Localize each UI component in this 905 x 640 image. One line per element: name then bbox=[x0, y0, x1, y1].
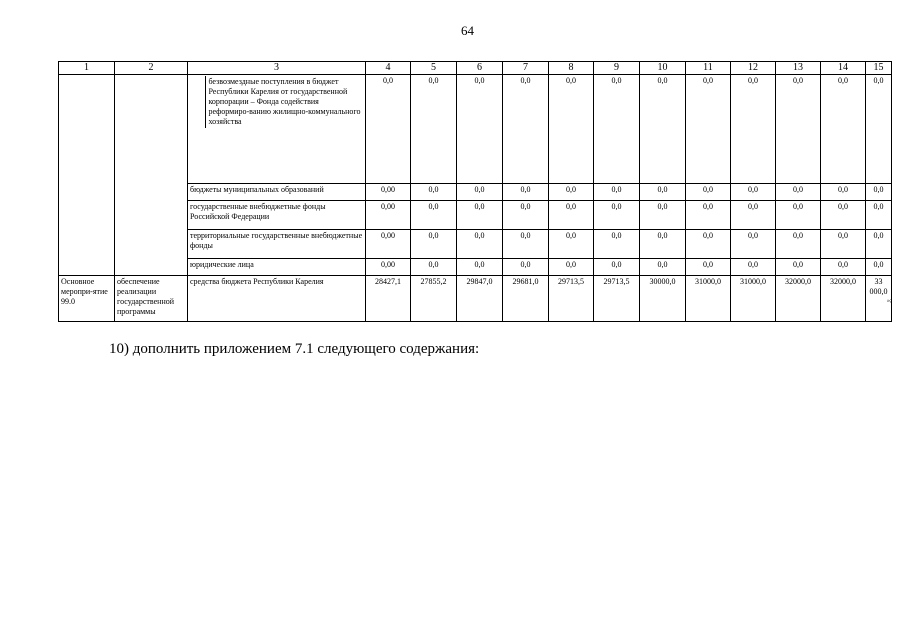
column-header: 14 bbox=[821, 62, 866, 75]
value-cell: 0,0 bbox=[866, 201, 892, 230]
value-cell: 0,0 bbox=[457, 230, 503, 259]
table-row bbox=[59, 75, 892, 184]
value-cell: 0,0 bbox=[866, 184, 892, 201]
value-cell: 0,0 bbox=[411, 75, 457, 184]
value-cell: 0,0 bbox=[457, 201, 503, 230]
page-number: 64 bbox=[461, 23, 474, 38]
value-cell: 27855,2 bbox=[411, 276, 457, 322]
value-cell: 0,0 bbox=[776, 230, 821, 259]
value-cell: 0,0 bbox=[411, 201, 457, 230]
source-cell bbox=[188, 75, 366, 184]
column-header: 3 bbox=[188, 62, 366, 75]
value-cell: 0,0 bbox=[776, 201, 821, 230]
amendment-paragraph: 10) дополнить приложением 7.1 следующего содержания: bbox=[109, 341, 480, 357]
value-cell: 0,0 bbox=[411, 259, 457, 276]
value-cell: 0,0 bbox=[503, 201, 549, 230]
column-header: 7 bbox=[503, 62, 549, 75]
funding-source: средства бюджета Республики Карелия bbox=[188, 276, 366, 322]
value-cell: 29713,5 bbox=[549, 276, 594, 322]
value-cell: 0,0 bbox=[686, 184, 731, 201]
column-header: 11 bbox=[686, 62, 731, 75]
table-header-row bbox=[59, 62, 892, 75]
value-cell: 0,0 bbox=[594, 184, 640, 201]
value-cell: 29713,5 bbox=[594, 276, 640, 322]
value-cell: 0,00 bbox=[366, 230, 411, 259]
value-cell: 0,0 bbox=[411, 230, 457, 259]
value-cell: 0,0 bbox=[503, 259, 549, 276]
value-cell: 29847,0 bbox=[457, 276, 503, 322]
column-header: 9 bbox=[594, 62, 640, 75]
value-cell: 0,0 bbox=[731, 184, 776, 201]
value-cell: 0,0 bbox=[549, 259, 594, 276]
value-cell: 0,0 bbox=[640, 259, 686, 276]
value-cell: 0,0 bbox=[866, 259, 892, 276]
funding-source: бюджеты муниципальных образований bbox=[188, 184, 366, 201]
value-cell: 0,00 bbox=[366, 259, 411, 276]
value-cell: 0,0 bbox=[594, 75, 640, 184]
value-cell: 0,0 bbox=[866, 230, 892, 259]
column-header: 15 bbox=[866, 62, 892, 75]
value-cell: 0,0 bbox=[549, 75, 594, 184]
value-cell: 0,0 bbox=[821, 75, 866, 184]
value-cell: 0,0 bbox=[457, 184, 503, 201]
column-header: 8 bbox=[549, 62, 594, 75]
value-cell: 0,0 bbox=[776, 184, 821, 201]
funding-source: территориальные государственные внебюджетные фонды bbox=[188, 230, 366, 259]
column-header: 1 bbox=[59, 62, 115, 75]
value-cell: 0,0 bbox=[503, 75, 549, 184]
activity-description: обеспечение реализации государственной программы bbox=[115, 276, 188, 322]
value-cell: 0,0 bbox=[411, 184, 457, 201]
value-cell: 0,0 bbox=[594, 201, 640, 230]
column-header: 5 bbox=[411, 62, 457, 75]
value-cell: 0,0 bbox=[594, 259, 640, 276]
column-header: 6 bbox=[457, 62, 503, 75]
row-end-mark: »; bbox=[887, 298, 892, 304]
value-cell: 0,0 bbox=[503, 184, 549, 201]
value-cell: 0,0 bbox=[821, 230, 866, 259]
value-cell: 31000,0 bbox=[731, 276, 776, 322]
value-cell: 32000,0 bbox=[821, 276, 866, 322]
value-cell: 0,0 bbox=[366, 75, 411, 184]
value-cell: 31000,0 bbox=[686, 276, 731, 322]
column-header: 10 bbox=[640, 62, 686, 75]
empty-cell bbox=[115, 75, 188, 276]
value-cell: 0,0 bbox=[776, 75, 821, 184]
value-cell: 0,0 bbox=[640, 201, 686, 230]
value-cell: 0,0 bbox=[776, 259, 821, 276]
value-cell: 29681,0 bbox=[503, 276, 549, 322]
value-cell: 0,0 bbox=[821, 201, 866, 230]
value-cell: 33 000,0 bbox=[866, 276, 892, 322]
column-header: 4 bbox=[366, 62, 411, 75]
value-cell: 0,0 bbox=[549, 230, 594, 259]
value-cell: 0,0 bbox=[686, 75, 731, 184]
value-cell: 30000,0 bbox=[640, 276, 686, 322]
budget-table bbox=[58, 61, 892, 322]
value-cell: 28427,1 bbox=[366, 276, 411, 322]
value-cell: 0,0 bbox=[731, 75, 776, 184]
value-cell: 0,0 bbox=[686, 259, 731, 276]
funding-source: безвозмездные поступления в бюджет Республики Карелия от государственной корпорации – Фонда содействия реформиро-ванию жилищно-коммунального хозяйства bbox=[208, 77, 361, 126]
column-header: 12 bbox=[731, 62, 776, 75]
value-cell: 0,0 bbox=[640, 184, 686, 201]
value-cell: 0,0 bbox=[731, 201, 776, 230]
value-cell: 0,0 bbox=[503, 230, 549, 259]
value-cell: 0,00 bbox=[366, 201, 411, 230]
table-row bbox=[59, 276, 892, 322]
value-cell: 0,0 bbox=[594, 230, 640, 259]
column-header: 13 bbox=[776, 62, 821, 75]
value-cell: 0,0 bbox=[731, 259, 776, 276]
value-cell: 0,0 bbox=[549, 184, 594, 201]
funding-source: государственные внебюджетные фонды Российской Федерации bbox=[188, 201, 366, 230]
funding-source: юридические лица bbox=[188, 259, 366, 276]
value-cell: 0,0 bbox=[866, 75, 892, 184]
value-cell: 0,0 bbox=[640, 75, 686, 184]
activity-name: Основное меропри-ятие 99.0 bbox=[59, 276, 115, 322]
value-cell: 0,0 bbox=[821, 259, 866, 276]
value-cell: 0,0 bbox=[549, 201, 594, 230]
value-cell: 0,0 bbox=[731, 230, 776, 259]
value-cell: 0,0 bbox=[821, 184, 866, 201]
empty-cell bbox=[59, 75, 115, 276]
value-cell: 0,0 bbox=[457, 75, 503, 184]
value-cell: 0,0 bbox=[457, 259, 503, 276]
value-cell: 0,00 bbox=[366, 184, 411, 201]
value-cell: 0,0 bbox=[640, 230, 686, 259]
value-cell: 0,0 bbox=[686, 230, 731, 259]
column-header: 2 bbox=[115, 62, 188, 75]
value-cell: 32000,0 bbox=[776, 276, 821, 322]
value-cell: 0,0 bbox=[686, 201, 731, 230]
